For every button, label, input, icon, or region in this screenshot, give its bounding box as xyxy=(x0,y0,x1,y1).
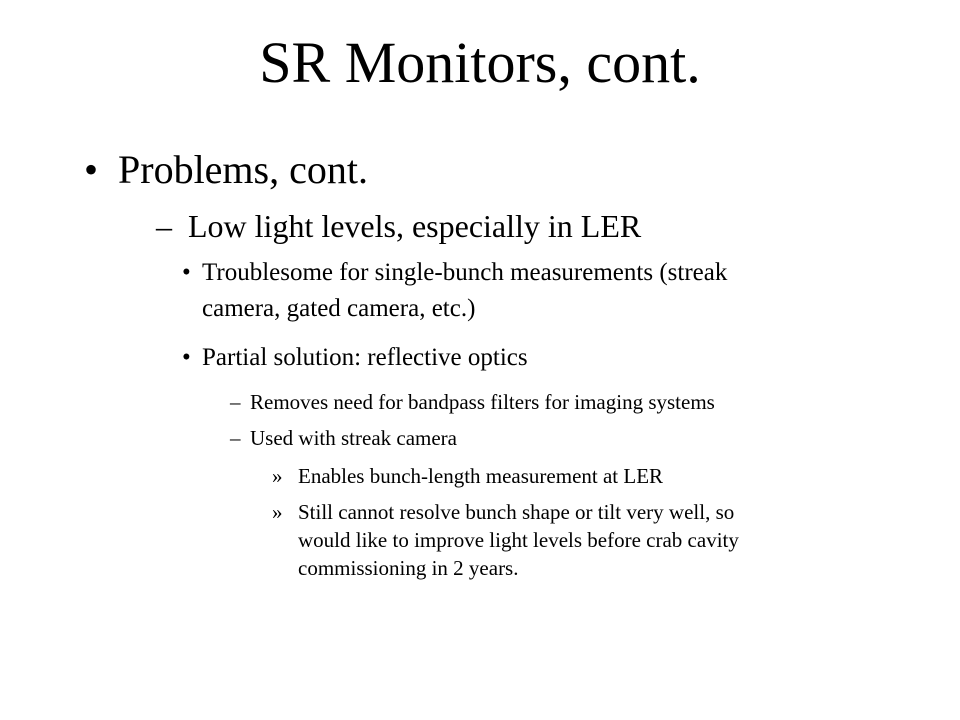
bullet-text-low-light: Low light levels, especially in LER xyxy=(188,208,642,244)
bullet-marker-level3: • xyxy=(182,344,191,371)
bullet-marker-level4: – xyxy=(230,390,241,414)
bullet-text-still-cannot: Still cannot resolve bunch shape or tilt very well, so xyxy=(298,500,735,524)
bullet-marker-level4: – xyxy=(230,426,241,450)
bullet-marker-level5: » xyxy=(272,500,283,524)
bullet-marker-level3: • xyxy=(182,259,191,286)
bullet-text-streak-camera: Used with streak camera xyxy=(250,426,457,450)
bullet-text-removes-need: Removes need for bandpass filters for imaging systems xyxy=(250,390,715,414)
bullet-text-problems: Problems, cont. xyxy=(118,147,368,192)
bullet-text-troublesome: Troublesome for single-bunch measurements (streak xyxy=(202,259,728,286)
bullet-marker-level5: » xyxy=(272,464,283,488)
bullet-marker-level2: – xyxy=(156,208,172,244)
bullet-text-enables: Enables bunch-length measurement at LER xyxy=(298,464,664,488)
bullet-text-still-cannot-end: commissioning in 2 years. xyxy=(298,556,519,580)
bullet-text-still-cannot-cont: would like to improve light levels before crab cavity xyxy=(298,528,739,552)
bullet-text-troublesome-cont: camera, gated camera, etc.) xyxy=(202,295,476,322)
bullet-marker-level1: • xyxy=(84,147,99,192)
bullet-text-partial-solution: Partial solution: reflective optics xyxy=(202,344,528,371)
slide-title: SR Monitors, cont. xyxy=(259,30,701,95)
